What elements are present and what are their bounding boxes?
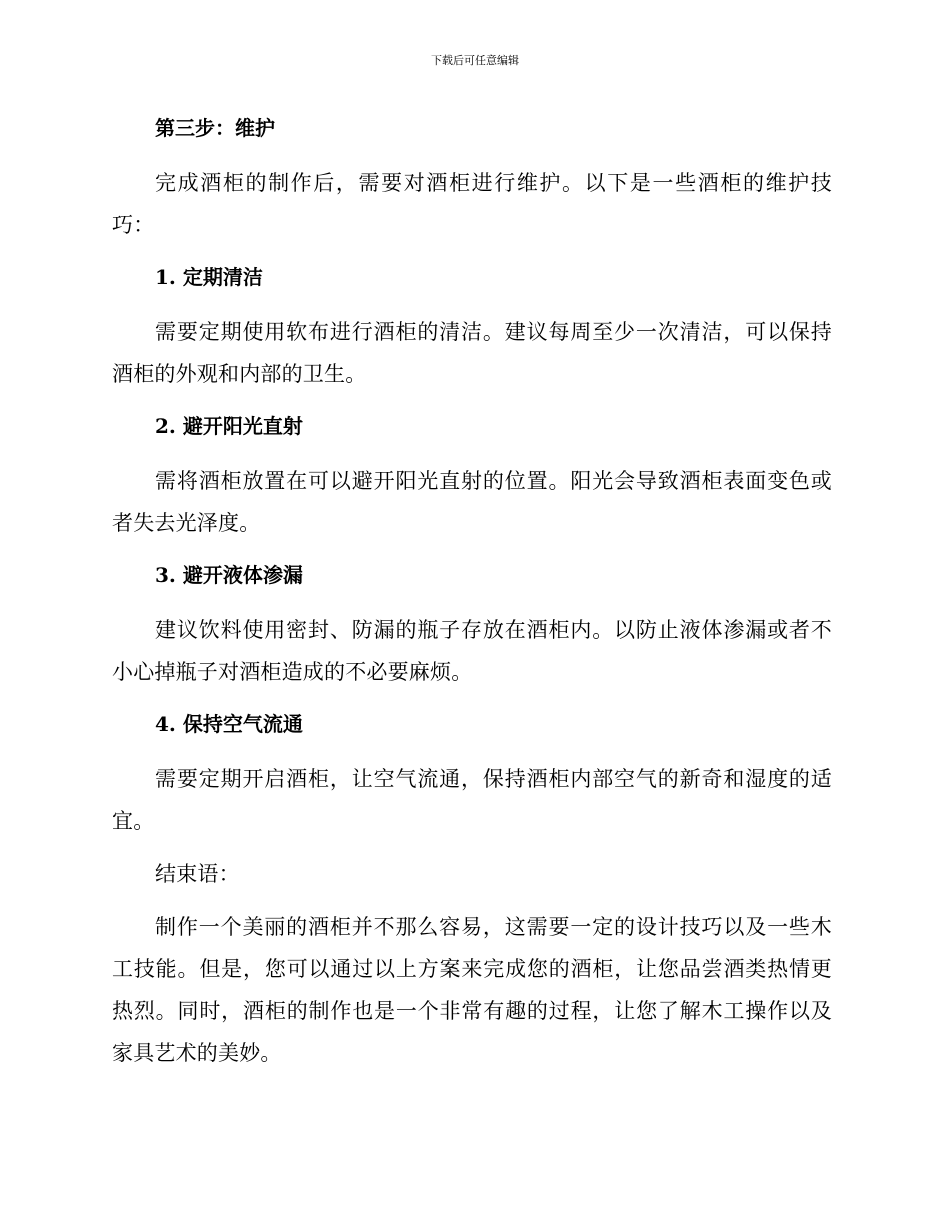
tip-body-4: 需要定期开启酒柜，让空气流通，保持酒柜内部空气的新奇和湿度的适宜。 — [112, 767, 832, 833]
tip-heading-2: 2. 避开阳光直射 — [155, 414, 303, 438]
section-intro: 完成酒柜的制作后，需要对酒柜进行维护。以下是一些酒柜的维护技巧： — [112, 171, 832, 237]
tip-heading-1: 1. 定期清洁 — [155, 265, 263, 289]
tip-body-2: 需将酒柜放置在可以避开阳光直射的位置。阳光会导致酒柜表面变色或者失去光泽度。 — [112, 469, 832, 535]
section-title: 第三步：维护 — [155, 116, 275, 140]
tip-body-1: 需要定期使用软布进行酒柜的清洁。建议每周至少一次清洁，可以保持酒柜的外观和内部的卫生。 — [112, 320, 832, 386]
tip-heading-4: 4. 保持空气流通 — [155, 712, 303, 736]
conclusion-label: 结束语： — [155, 862, 240, 886]
tip-body-3: 建议饮料使用密封、防漏的瓶子存放在酒柜内。以防止液体渗漏或者不小心掉瓶子对酒柜造成的不必要麻烦。 — [112, 618, 832, 684]
tip-heading-3: 3. 避开液体渗漏 — [155, 563, 303, 587]
page-header-note: 下载后可任意编辑 — [431, 54, 519, 67]
document-body — [112, 108, 832, 1074]
conclusion-body: 制作一个美丽的酒柜并不那么容易，这需要一定的设计技巧以及一些木工技能。但是，您可以通过以上方案来完成您的酒柜，让您品尝酒类热情更热烈。同时，酒柜的制作也是一个非常有趣的过程，让您了解木工操作以及家具艺术的美妙。 — [112, 915, 832, 1065]
